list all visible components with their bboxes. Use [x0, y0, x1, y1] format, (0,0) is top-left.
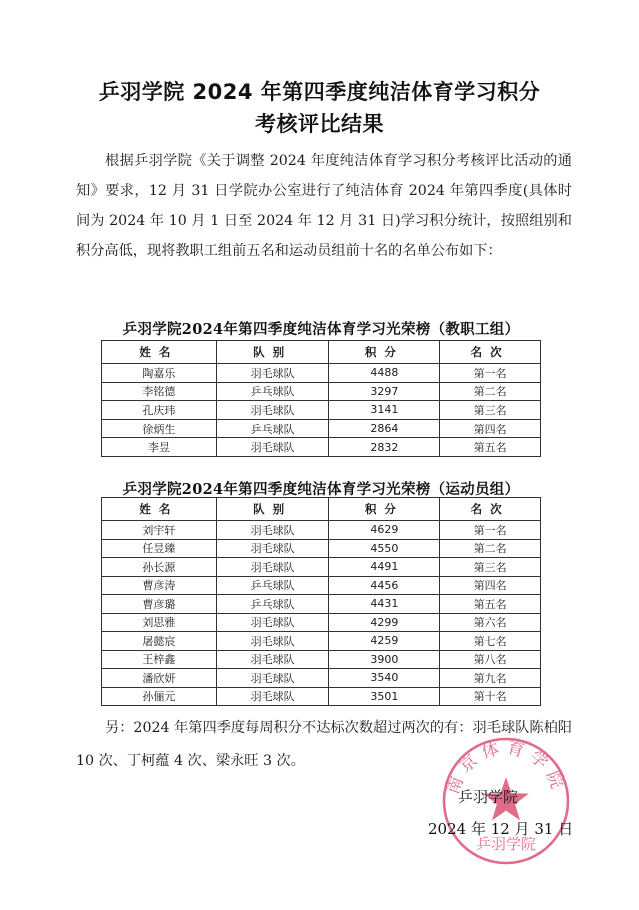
table-row: [102, 521, 541, 540]
athlete-ranking-table: [101, 497, 541, 706]
header-rank: 名次: [440, 341, 541, 364]
header-team: 队别: [216, 341, 329, 364]
header-rank: 名次: [440, 498, 541, 521]
stamp-rim-text: 南京体育学院: [443, 737, 569, 798]
cell-rank: 第四名: [440, 576, 541, 595]
cell-name: 曹彦璐: [102, 595, 217, 614]
cell-name: 屠懿宸: [102, 632, 217, 651]
cell-rank: 第五名: [440, 595, 541, 614]
cell-name: 李铭德: [102, 382, 217, 401]
header-score: 积分: [329, 498, 440, 521]
signature-organization: 乒羽学院: [458, 788, 519, 806]
cell-name: 王梓鑫: [102, 650, 217, 669]
cell-name: 孙长源: [102, 558, 217, 577]
header-team: 队别: [216, 498, 329, 521]
cell-score: 3141: [329, 401, 440, 420]
cell-rank: 第一名: [440, 521, 541, 540]
cell-score: 2832: [329, 438, 440, 457]
cell-name: 任昱臻: [102, 539, 217, 558]
table-header-row: [102, 498, 541, 521]
cell-team: 羽毛球队: [216, 650, 329, 669]
cell-name: 曹彦涛: [102, 576, 217, 595]
cell-team: 羽毛球队: [216, 613, 329, 632]
signature-date: 2024 年 12 月 31 日: [428, 820, 574, 838]
cell-score: 3900: [329, 650, 440, 669]
cell-rank: 第二名: [440, 382, 541, 401]
staff-ranking-table: [101, 340, 541, 457]
header-score: 积分: [329, 341, 440, 364]
table-header-row: [102, 341, 541, 364]
cell-score: 4491: [329, 558, 440, 577]
cell-name: 刘思雅: [102, 613, 217, 632]
cell-team: 羽毛球队: [216, 558, 329, 577]
cell-score: 4299: [329, 613, 440, 632]
cell-team: 乒乓球队: [216, 576, 329, 595]
intro-paragraph: 根据乒羽学院《关于调整 2024 年度纯洁体育学习积分考核评比活动的通知》要求，12 月 31 日学院办公室进行了纯洁体育 2024 年第四季度(具体时间为 2024 年 10 月 1 日至 2024 年 12 月 31 日)学习积分统计，按照组别和积分高低，现将教职工组前五名和运动员组前十名的名单公布如下：: [76, 153, 572, 259]
table-row: [102, 382, 541, 401]
cell-team: 乒乓球队: [216, 595, 329, 614]
cell-team: 羽毛球队: [216, 687, 329, 706]
cell-team: 羽毛球队: [216, 364, 329, 383]
cell-rank: 第十名: [440, 687, 541, 706]
cell-name: 李昱: [102, 438, 217, 457]
table-row: [102, 595, 541, 614]
cell-rank: 第五名: [440, 438, 541, 457]
cell-team: 羽毛球队: [216, 539, 329, 558]
cell-team: 羽毛球队: [216, 401, 329, 420]
table-row: [102, 558, 541, 577]
cell-score: 4456: [329, 576, 440, 595]
header-name: 姓名: [102, 341, 217, 364]
table-row: [102, 632, 541, 651]
cell-name: 陶嘉乐: [102, 364, 217, 383]
cell-team: 乒乓球队: [216, 419, 329, 438]
cell-score: 4488: [329, 364, 440, 383]
cell-rank: 第三名: [440, 401, 541, 420]
athlete-table-caption: 乒羽学院2024年第四季度纯洁体育学习光荣榜（运动员组）: [122, 481, 520, 498]
document-title-line2: 考核评比结果: [255, 112, 384, 136]
table-row: [102, 669, 541, 688]
header-name: 姓名: [102, 498, 217, 521]
cell-score: 3297: [329, 382, 440, 401]
table-row: [102, 539, 541, 558]
note-paragraph: 另：2024 年第四季度每周积分不达标次数超过两次的有：羽毛球队陈柏阳 10 次、丁柯蕴 4 次、梁永旺 3 次。: [76, 720, 572, 769]
cell-team: 羽毛球队: [216, 521, 329, 540]
cell-team: 乒乓球队: [216, 382, 329, 401]
cell-rank: 第八名: [440, 650, 541, 669]
table-row: [102, 364, 541, 383]
cell-score: 3501: [329, 687, 440, 706]
cell-name: 孙俪元: [102, 687, 217, 706]
table-row: [102, 419, 541, 438]
cell-rank: 第一名: [440, 364, 541, 383]
cell-rank: 第三名: [440, 558, 541, 577]
table-row: [102, 613, 541, 632]
table-row: [102, 650, 541, 669]
cell-team: 羽毛球队: [216, 632, 329, 651]
staff-table-caption: 乒羽学院2024年第四季度纯洁体育学习光荣榜（教职工组）: [122, 321, 520, 338]
cell-rank: 第九名: [440, 669, 541, 688]
cell-rank: 第四名: [440, 419, 541, 438]
cell-rank: 第六名: [440, 613, 541, 632]
cell-score: 4259: [329, 632, 440, 651]
cell-score: 4629: [329, 521, 440, 540]
stamp-inner-text: 乒羽学院: [475, 835, 537, 853]
cell-score: 3540: [329, 669, 440, 688]
cell-score: 4550: [329, 539, 440, 558]
cell-name: 刘宇轩: [102, 521, 217, 540]
cell-rank: 第七名: [440, 632, 541, 651]
cell-name: 孔庆玮: [102, 401, 217, 420]
cell-rank: 第二名: [440, 539, 541, 558]
cell-team: 羽毛球队: [216, 669, 329, 688]
document-title-line1: 乒羽学院 2024 年第四季度纯洁体育学习积分: [98, 80, 541, 104]
cell-name: 潘欣妍: [102, 669, 217, 688]
table-row: [102, 401, 541, 420]
table-row: [102, 438, 541, 457]
cell-name: 徐炳生: [102, 419, 217, 438]
table-row: [102, 576, 541, 595]
cell-score: 2864: [329, 419, 440, 438]
cell-team: 羽毛球队: [216, 438, 329, 457]
cell-score: 4431: [329, 595, 440, 614]
table-row: [102, 687, 541, 706]
